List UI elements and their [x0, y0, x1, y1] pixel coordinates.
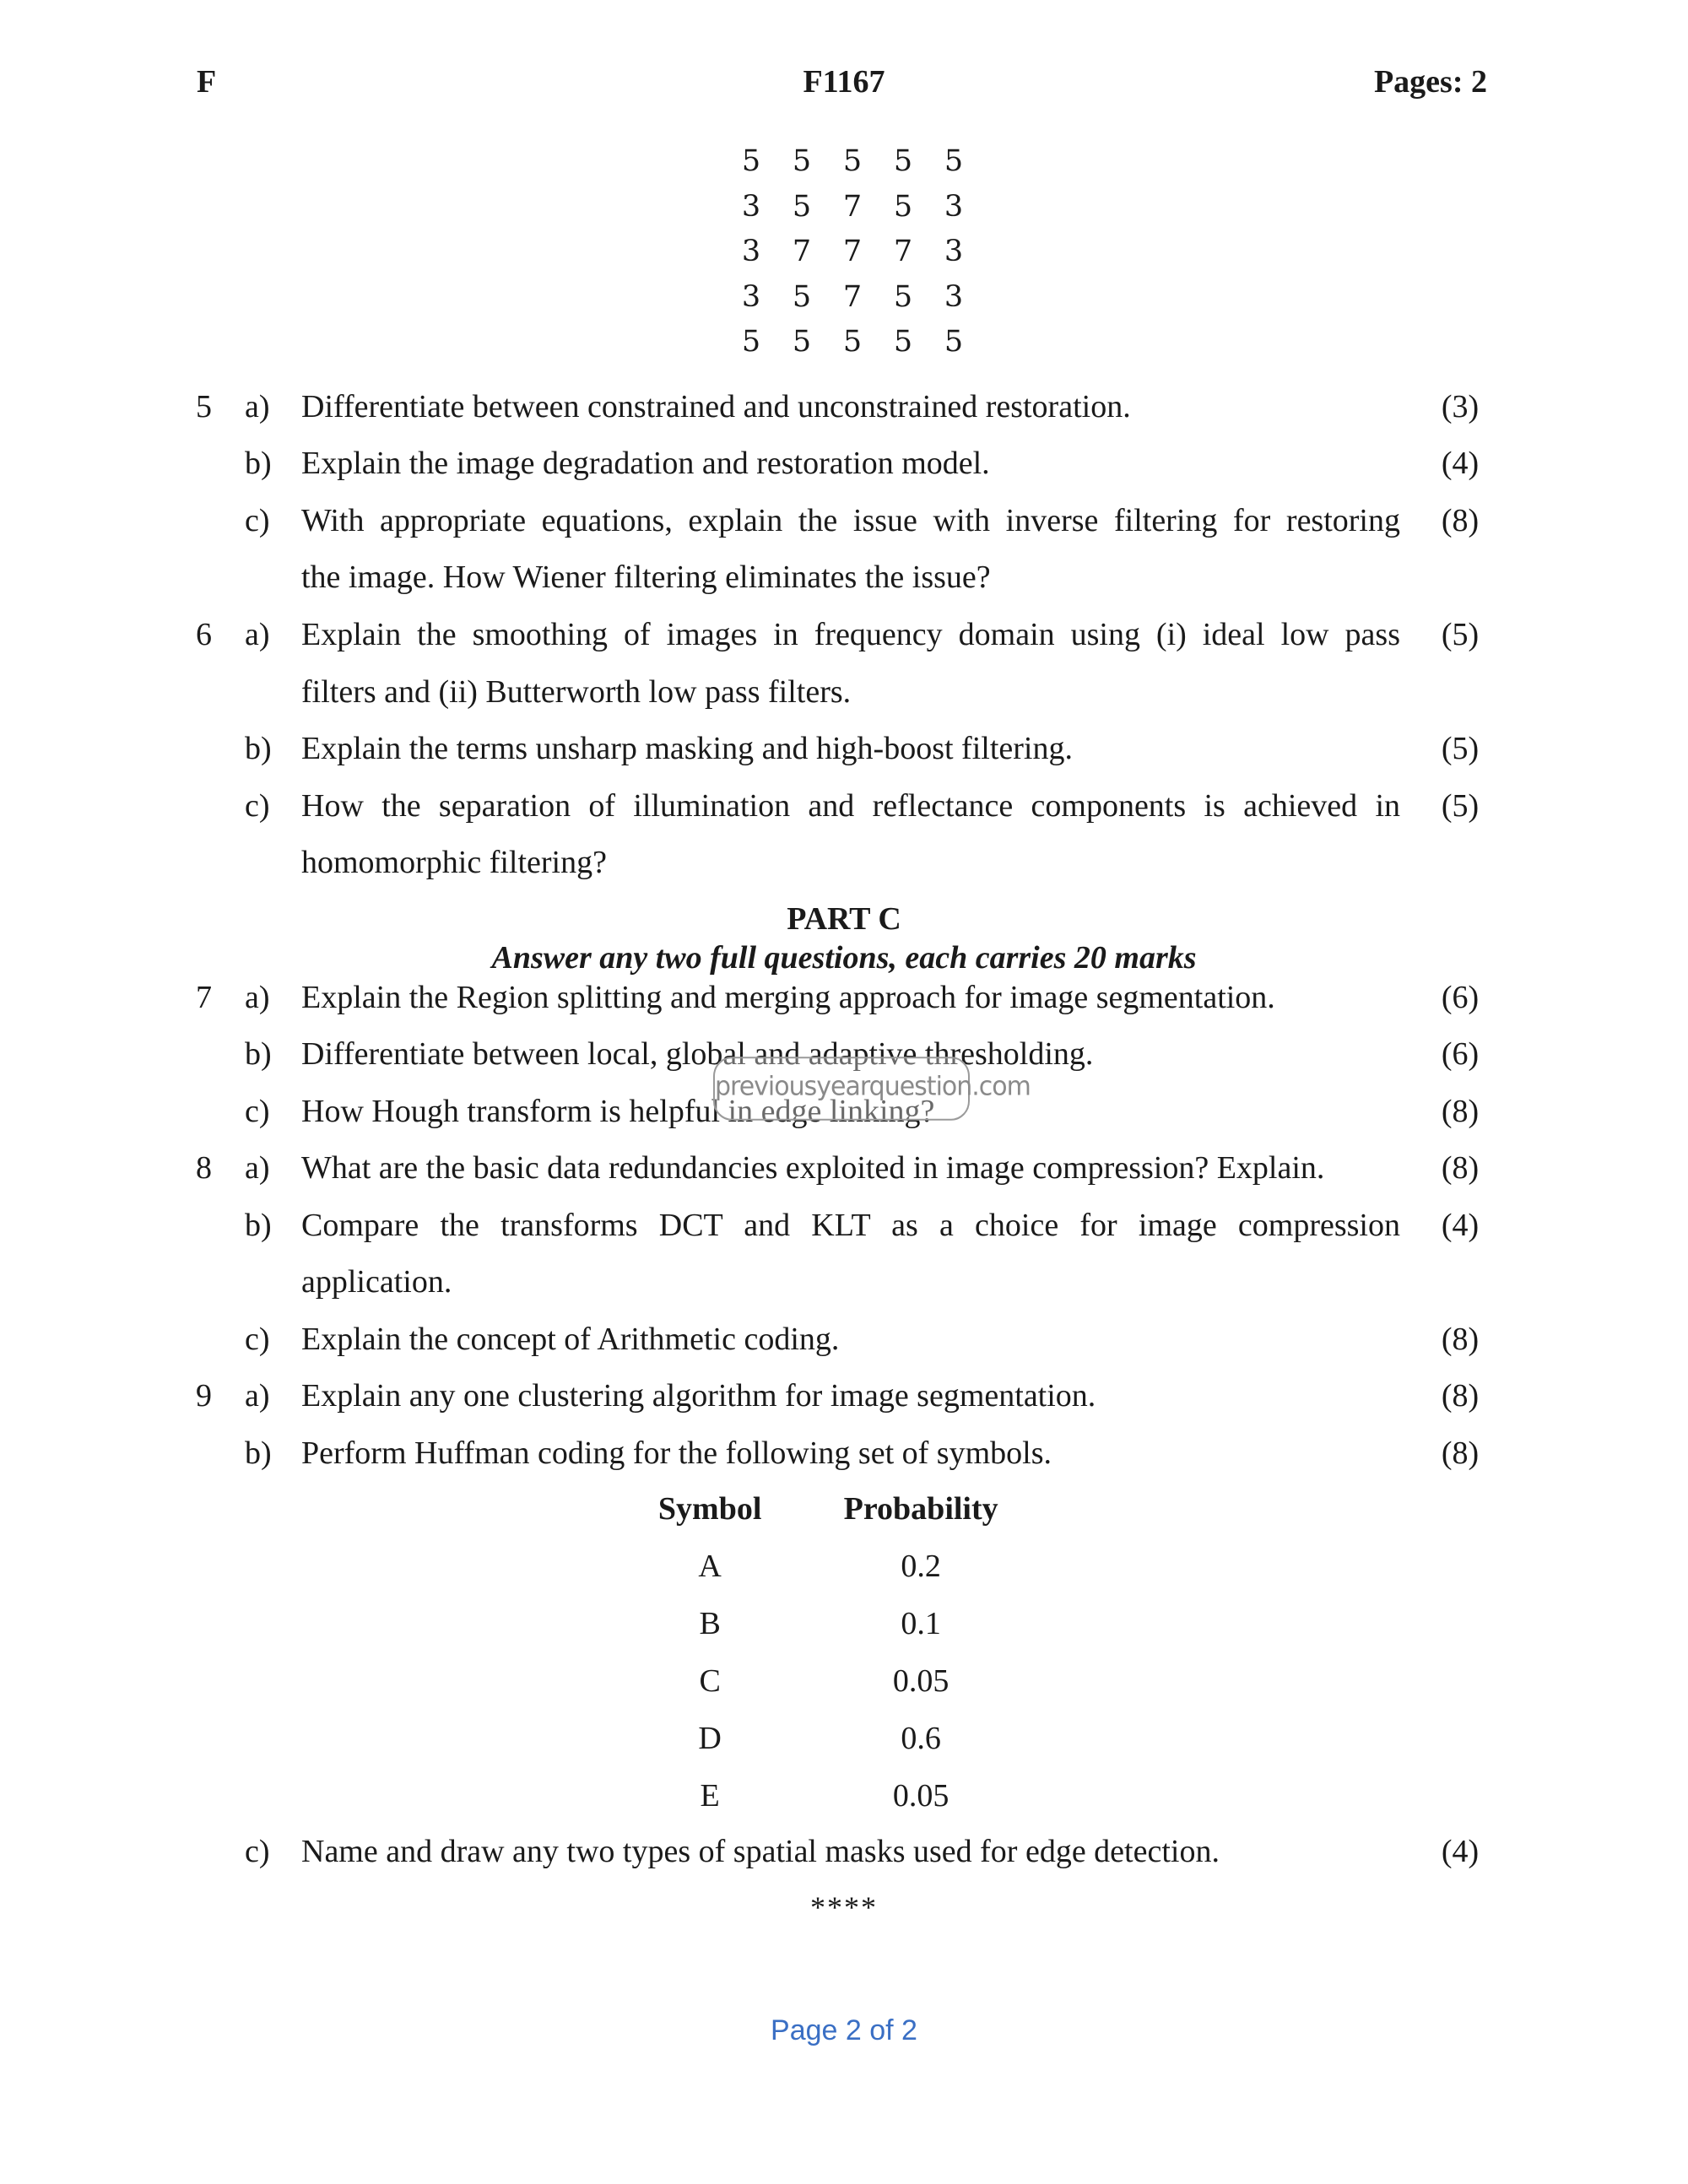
question-5a: [0, 378, 1688, 435]
question-text: Differentiate between constrained and unconstrained restoration.: [301, 389, 1131, 424]
sub-label: c): [245, 503, 270, 538]
question-text: Explain any one clustering algorithm for image segmentation.: [301, 1378, 1096, 1414]
marks: (5): [1441, 788, 1480, 824]
column-header-probability: Probability: [843, 1491, 998, 1527]
sub-label: c): [245, 1322, 270, 1357]
matrix-cell: 5: [741, 325, 761, 359]
huffman-symbol-table: [629, 1480, 1051, 1825]
question-8c: [0, 1311, 1688, 1368]
question-9c: [0, 1823, 1688, 1880]
watermark-logo: previousyearquestion.com: [713, 1057, 970, 1121]
sub-label: a): [245, 617, 270, 652]
matrix-row: [726, 275, 979, 321]
matrix-cell: 7: [842, 279, 863, 314]
table-row: [629, 1767, 1051, 1825]
matrix-cell: 5: [792, 189, 812, 224]
question-number: 6: [196, 617, 212, 652]
question-8a: [0, 1139, 1688, 1197]
question-text: the image. How Wiener filtering eliminates the issue?: [301, 560, 991, 595]
probability-cell: 0.6: [901, 1721, 941, 1756]
question-text: Perform Huffman coding for the following set of symbols.: [301, 1435, 1052, 1471]
marks: (8): [1441, 1150, 1480, 1186]
question-text: Explain the image degradation and restoration model.: [301, 446, 990, 481]
question-6b: [0, 720, 1688, 777]
question-text: homomorphic filtering?: [301, 845, 607, 880]
page-count: Pages: 2: [1373, 64, 1487, 100]
marks: (4): [1441, 446, 1480, 481]
question-9a: [0, 1367, 1688, 1424]
matrix-cell: 3: [741, 279, 761, 314]
table-row: [629, 1595, 1051, 1652]
question-number: 8: [196, 1150, 212, 1186]
marks: (4): [1441, 1834, 1480, 1869]
section-instruction: Answer any two full questions, each carries 20 marks: [491, 940, 1197, 976]
marks: (5): [1441, 617, 1480, 652]
matrix-row: [726, 139, 979, 185]
question-text: What are the basic data redundancies exploited in image compression? Explain.: [301, 1150, 1325, 1186]
question-text: Explain the smoothing of images in frequency domain using (i) ideal low pass: [301, 617, 1400, 652]
marks: (6): [1441, 980, 1480, 1015]
table-row: [629, 1538, 1051, 1595]
section-title: PART C: [787, 901, 901, 937]
marks: (8): [1441, 503, 1480, 538]
symbol-cell: B: [699, 1606, 721, 1641]
question-number: 9: [196, 1378, 212, 1414]
marks: (8): [1441, 1378, 1480, 1414]
question-number: 5: [196, 389, 212, 424]
marks: (5): [1441, 731, 1480, 766]
question-text: With appropriate equations, explain the issue with inverse filtering for restoring: [301, 503, 1400, 538]
sub-label: a): [245, 1378, 270, 1414]
matrix-cell: 7: [842, 189, 863, 224]
marks: (8): [1441, 1322, 1480, 1357]
table-header-row: [629, 1480, 1051, 1538]
question-text: filters and (ii) Butterworth low pass filters.: [301, 674, 852, 710]
matrix-cell: 5: [741, 144, 761, 178]
header-left-code: F: [197, 64, 217, 100]
question-7a: [0, 969, 1688, 1026]
matrix-cell: 3: [741, 189, 761, 224]
matrix-row: [726, 230, 979, 275]
symbol-cell: D: [698, 1721, 722, 1756]
question-text: Compare the transforms DCT and KLT as a choice for image compression: [301, 1208, 1400, 1243]
probability-cell: 0.05: [892, 1663, 950, 1699]
question-text: Name and draw any two types of spatial masks used for edge detection.: [301, 1834, 1220, 1869]
question-5c-continued: [0, 549, 1688, 606]
sub-label: b): [245, 446, 272, 481]
symbol-cell: E: [700, 1778, 720, 1814]
sub-label: b): [245, 1435, 272, 1471]
symbol-cell: A: [698, 1549, 722, 1584]
question-6a-continued: [0, 663, 1688, 721]
matrix-row: [726, 185, 979, 230]
probability-cell: 0.05: [892, 1778, 950, 1814]
symbol-cell: C: [699, 1663, 721, 1699]
probability-cell: 0.1: [901, 1606, 941, 1641]
matrix-cell: 5: [792, 325, 812, 359]
image-matrix: [726, 139, 979, 365]
question-6c-continued: [0, 834, 1688, 891]
matrix-cell: 3: [944, 189, 964, 224]
question-8b-continued: [0, 1253, 1688, 1311]
question-5b: [0, 435, 1688, 492]
matrix-cell: 5: [893, 325, 913, 359]
question-text: Differentiate between local, global and adaptive thresholding.: [301, 1036, 1094, 1072]
sub-label: a): [245, 1150, 270, 1186]
marks: (8): [1441, 1094, 1480, 1129]
matrix-cell: 5: [842, 144, 863, 178]
question-text: application.: [301, 1264, 452, 1300]
paper-code: F1167: [803, 64, 885, 100]
question-text: How Hough transform is helpful in edge linking?: [301, 1094, 935, 1129]
matrix-cell: 7: [792, 235, 812, 268]
marks: (4): [1441, 1208, 1480, 1243]
matrix-cell: 5: [893, 144, 913, 178]
matrix-cell: 3: [741, 235, 761, 268]
question-5c: [0, 492, 1688, 549]
question-text: Explain the Region splitting and merging approach for image segmentation.: [301, 980, 1275, 1015]
matrix-cell: 5: [944, 144, 964, 178]
table-row: [629, 1710, 1051, 1767]
page-footer: Page 2 of 2: [771, 2014, 917, 2046]
matrix-cell: 5: [893, 189, 913, 224]
matrix-cell: 5: [944, 325, 964, 359]
marks: (3): [1441, 389, 1480, 424]
question-text: Explain the concept of Arithmetic coding.: [301, 1322, 840, 1357]
sub-label: a): [245, 980, 270, 1015]
question-text: How the separation of illumination and reflectance components is achieved in: [301, 788, 1400, 824]
question-6a: [0, 606, 1688, 663]
question-9b: [0, 1424, 1688, 1482]
matrix-cell: 3: [944, 235, 964, 268]
matrix-row: [726, 320, 979, 365]
sub-label: c): [245, 788, 270, 824]
question-6c: [0, 777, 1688, 835]
end-of-paper-marker: ****: [810, 1890, 878, 1924]
question-number: 7: [196, 980, 212, 1015]
matrix-cell: 3: [944, 279, 964, 314]
question-8b: [0, 1197, 1688, 1254]
matrix-cell: 5: [792, 144, 812, 178]
table-row: [629, 1652, 1051, 1710]
sub-label: b): [245, 1208, 272, 1243]
sub-label: a): [245, 389, 270, 424]
sub-label: c): [245, 1094, 270, 1129]
column-header-symbol: Symbol: [657, 1491, 762, 1527]
matrix-cell: 7: [893, 235, 913, 268]
sub-label: b): [245, 1036, 272, 1072]
matrix-cell: 5: [842, 325, 863, 359]
matrix-cell: 5: [792, 279, 812, 314]
matrix-cell: 5: [893, 279, 913, 314]
marks: (6): [1441, 1036, 1480, 1072]
probability-cell: 0.2: [901, 1549, 941, 1584]
sub-label: b): [245, 731, 272, 766]
marks: (8): [1441, 1435, 1480, 1471]
sub-label: c): [245, 1834, 270, 1869]
matrix-cell: 7: [842, 235, 863, 268]
question-text: Explain the terms unsharp masking and high-boost filtering.: [301, 731, 1073, 766]
